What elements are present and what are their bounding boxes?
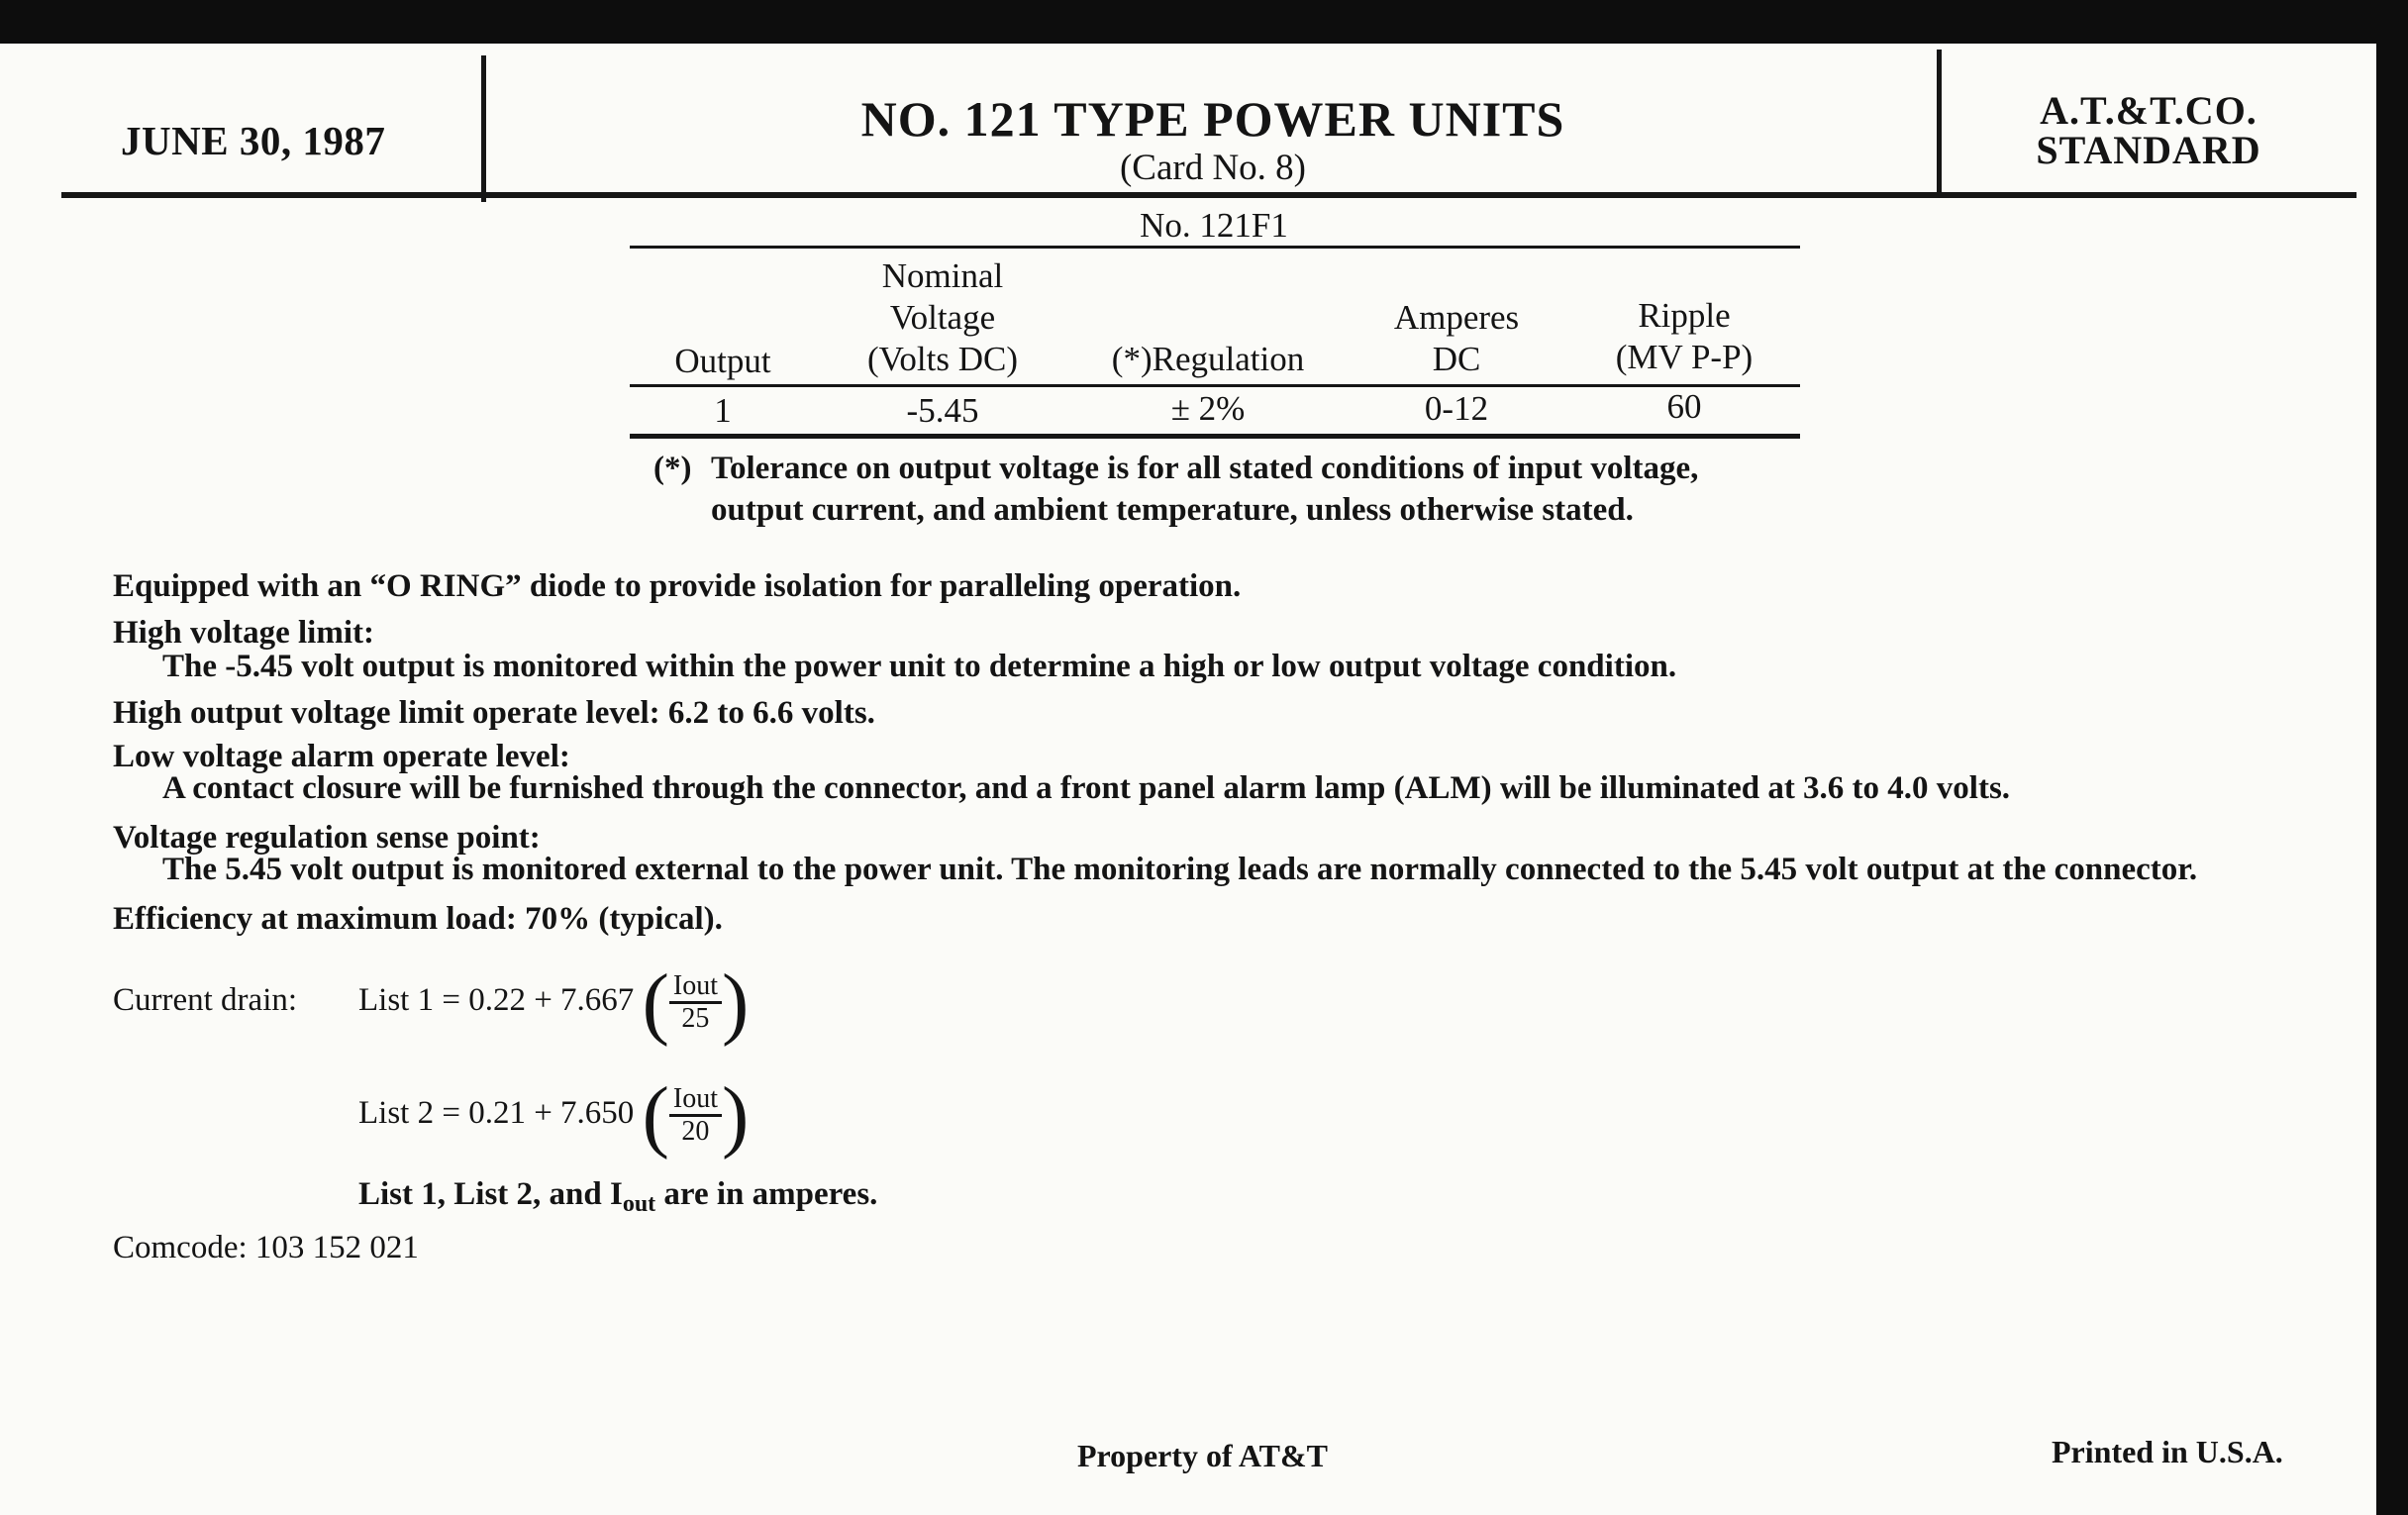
low-alarm-text: A contact closure will be furnished through the connector, and a front panel alarm lamp (ALM) will be illuminated at 3.6 to 4.0 volts. [162,770,2011,806]
efficiency-line: Efficiency at maximum load: 70% (typical). [113,901,723,937]
list2-numerator: Iout [669,1084,722,1117]
comcode: Comcode: 103 152 021 [113,1230,419,1265]
cell-nominal-voltage: -5.45 [906,391,979,430]
cell-regulation: ± 2% [1170,389,1246,428]
list1-fraction [669,971,722,1034]
right-paren-1: ) [721,957,750,1048]
hv-limit-text: The -5.45 volt output is monitored within the power unit to determine a high or low output voltage condition. [162,649,1677,684]
standard-line-1: A.T.&T.CO. [2040,88,2258,133]
header-rule [61,192,2357,198]
hv-operate-level: High output voltage limit operate level: 6.2 to 6.6 volts. [113,695,875,731]
table-bottom-rule [630,434,1800,439]
footnote-line-2: output current, and ambient temperature, unless otherwise stated. [711,492,1634,528]
cell-amperes: 0-12 [1424,389,1489,428]
table-footnote [653,448,1881,531]
current-drain-label: Current drain: [113,982,298,1018]
standard-mark [1941,88,2357,172]
col-header-amperes: Amperes DC [1393,298,1520,378]
col-header-regulation: (*)Regulation [1111,340,1305,378]
list1-expression: List 1 = 0.22 + 7.667 [358,982,635,1018]
table-caption: No. 121F1 [1140,206,1288,245]
list1-denominator: 25 [681,1002,710,1034]
left-paren-1: ( [642,957,669,1048]
list1-numerator: Iout [669,971,722,1004]
units-note: List 1, List 2, and $I_{out}$ are in amperes. [358,1176,878,1217]
right-paren-2: ) [721,1069,750,1161]
left-paren-2: ( [642,1069,669,1161]
low-alarm-heading: Low voltage alarm operate level: [113,739,570,774]
oring-note: Equipped with an “O RING” diode to provide isolation for paralleling operation. [113,568,1242,604]
list2-fraction [669,1084,722,1147]
list2-formula [358,1065,749,1161]
footnote-mark: (*) [653,451,692,486]
cell-output: 1 [714,391,732,430]
hv-limit-heading: High voltage limit: [113,615,374,651]
col-header-ripple: Ripple (MV P-P) [1615,296,1754,376]
card-title-block [485,89,1941,188]
card-title: NO. 121 TYPE POWER UNITS [860,91,1565,147]
property-notice: Property of AT&T [1077,1438,1328,1473]
card-date: JUNE 30, 1987 [121,118,386,163]
col-header-output: Output [674,342,771,380]
list2-expression: List 2 = 0.21 + 7.650 [358,1095,635,1131]
standard-line-2: STANDARD [2036,128,2261,172]
footnote-line-1: Tolerance on output voltage is for all stated conditions of input voltage, [711,451,1699,486]
cell-ripple: 60 [1666,387,1702,426]
list1-formula [358,953,749,1048]
list2-denominator: 20 [681,1115,710,1147]
table-top-rule [630,246,1800,249]
card-number: (Card No. 8) [1119,148,1307,188]
printed-notice: Printed in U.S.A. [2052,1434,2283,1469]
sense-point-text: The 5.45 volt output is monitored external to the power unit. The monitoring leads are normally connected to the 5.45 volt output at the connector. [162,852,2198,887]
col-header-nominal-voltage: Nominal Voltage (Volts DC) [866,256,1018,378]
sense-point-heading: Voltage regulation sense point: [113,820,541,856]
